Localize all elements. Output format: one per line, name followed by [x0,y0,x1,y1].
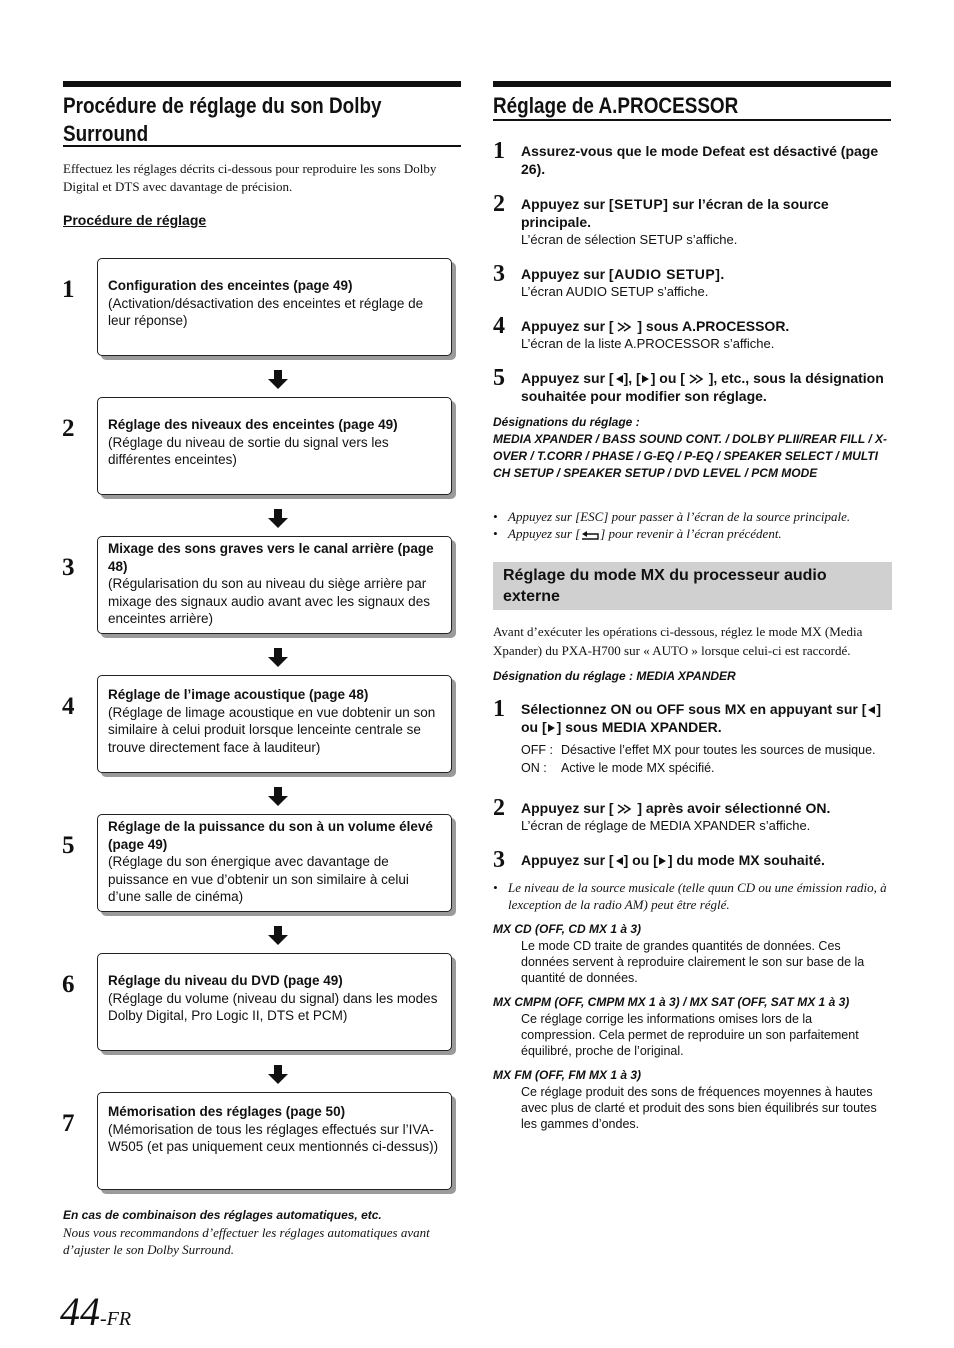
text: Appuyez sur [521,370,609,386]
audio-setup-key: [AUDIO SETUP] [608,266,721,282]
step-title: Configuration des enceintes (page 49) [108,278,353,293]
step-number: 1 [493,696,505,722]
text: Appuyez sur [521,852,609,868]
procedure-step-2 [97,397,452,495]
mx-cd-body: Le mode CD traite de grandes quantités de données. Ces données servent à reproduire clairement le son sur base de la quantité de données. [521,939,865,985]
text: ou [521,719,542,735]
text: Appuyez sur [521,266,609,282]
mx-cmpm-heading: MX CMPM (OFF, CMPM MX 1 à 3) / MX SAT (OFF, SAT MX 1 à 3) [493,995,850,1009]
option-on [521,760,893,776]
step-desc: (Réglage du son énergique avec davantage de puissance en vue d’obtenir un son similaire à celui d’une salle de cinéma) [108,854,409,904]
right-triangle-icon: [ ] [542,719,562,735]
text: sous MEDIA XPANDER. [561,719,722,735]
option-desc: Active le mode MX spécifié. [561,761,715,775]
text: Appuyez sur [521,196,609,212]
bullet-icon: • [493,509,498,524]
procedure-step-6 [97,953,452,1051]
step-desc: (Réglage du niveau de sortie du signal vers les différentes enceintes) [108,434,389,467]
procedure-step-1 [97,258,452,356]
option-desc: Désactive l’effet MX pour toutes les sources de musique. [561,743,876,757]
text: , [628,370,637,386]
step-title [521,265,893,283]
procedure-step-5 [97,814,452,912]
left-triangle-icon: [ ] [861,701,882,717]
bullet-icon: • [493,526,498,541]
left-intro: Effectuez les réglages décrits ci-dessous pour reproduire les sons Dolby Digital et DTS avec davantage de précision. [63,161,437,194]
step-number: 3 [493,847,505,873]
text: , etc., sous la désignation souhaitée pour modifier son réglage. [521,370,884,404]
mx-fm-body: Ce réglage produit des sons de fréquences moyennes à hautes avec plus de clarté et produit des sons bien équilibrés sur toutes les gammes d’ondes. [521,1085,877,1131]
step-title [521,317,893,335]
bullet-icon: • [493,880,498,895]
step-desc: L’écran de réglage de MEDIA XPANDER s’affiche. [521,818,811,833]
text: Appuyez sur [ESC] pour passer à l’écran de la source principale. [508,509,851,524]
step-title: Réglage des niveaux des enceintes (page 49) [108,417,398,432]
step-title: Réglage de la puissance du son à un volume élevé (page 49) [108,819,433,852]
text: du mode MX souhaité. [672,852,825,868]
right-triangle-icon: [ ] [653,852,673,868]
right-step-2 [493,191,893,249]
mx-cd-heading: MX CD (OFF, CD MX 1 à 3) [493,922,642,936]
auto-note-title: En cas de combinaison des réglages automatiques, etc. [63,1208,382,1222]
double-chevron-right-icon: [ ] [680,370,714,386]
right-step-3 [493,261,893,301]
mx-step-3 [493,847,893,873]
step-number: 3 [493,261,505,287]
right-title [493,81,891,121]
text: Le niveau de la source musicale (telle quun CD ou une émission radio, à lexception de la radio AM) peut être réglé. [508,880,887,912]
left-triangle-icon: [ ] [608,370,629,386]
procedure-step-7 [97,1092,452,1190]
step-title [521,851,893,869]
return-arrow-icon [580,530,600,541]
step-title: Mixage des sons graves vers le canal arrière (page 48) [108,541,434,574]
step-number: 5 [493,365,505,391]
step-title: Réglage du niveau du DVD (page 49) [108,973,343,988]
mx-step-2 [493,795,893,835]
text: Appuyez sur [ [508,526,581,541]
text: ou [628,852,654,868]
left-title-text: Procédure de réglage du son Dolby Surround [63,93,382,146]
down-arrow-icon [268,926,288,946]
procedure-step-3 [97,536,452,634]
down-arrow-icon [268,648,288,668]
step-number-2: 2 [62,415,75,442]
step-number-6: 6 [62,971,75,998]
step-title: Réglage de l’image acoustique (page 48) [108,687,369,702]
text: sous A.PROCESSOR. [642,318,790,334]
text: Appuyez sur [521,318,609,334]
step-title [521,195,893,231]
procedure-subheading: Procédure de réglage [63,212,207,228]
setup-key: [SETUP] [608,196,669,212]
left-title [63,81,461,147]
double-chevron-right-icon: [ ] [608,800,643,816]
double-chevron-right-icon: [ ] [608,318,643,334]
mx-section-heading: Réglage du mode MX du processeur audio externe [493,562,892,610]
step-number: 1 [493,138,505,164]
designations-list: MEDIA XPANDER / BASS SOUND CONT. / DOLBY PLII/REAR FILL / X-OVER / T.CORR / PHASE / G-EQ / P-EQ / SPEAKER SELECT / MULTI CH SETUP / SPEAKER SETUP / DVD LEVEL / PCM MODE [493,432,888,480]
right-title-text: Réglage de A.PROCESSOR [493,93,739,118]
mx-intro: Avant d’exécuter les opérations ci-dessous, réglez le mode MX (Media Xpander) du PXA-H700 sur « AUTO » lorsque celui-ci est raccordé. [493,624,863,658]
procedure-step-4 [97,675,452,773]
text: après avoir sélectionné ON. [642,800,831,816]
step-title [521,799,893,817]
text: sur l’écran de la source principale. [521,196,829,230]
bullet-return [493,525,893,542]
step-desc: (Activation/désactivation des enceintes et réglage de leur réponse) [108,295,424,328]
option-label: OFF : [521,743,553,757]
step-title: Mémorisation des réglages (page 50) [108,1104,346,1119]
step-number-1: 1 [62,276,75,303]
step-number-7: 7 [62,1110,75,1137]
page-lang: -FR [100,1308,132,1330]
step-desc: L’écran AUDIO SETUP s’affiche. [521,284,709,299]
right-step-1 [493,138,893,178]
text: ou [655,370,681,386]
text: Sélectionnez ON ou OFF sous MX en appuyant sur [521,701,862,717]
text: Appuyez sur [521,800,609,816]
step-number-4: 4 [62,693,75,720]
down-arrow-icon [268,509,288,529]
text: . [720,266,725,282]
designations-label: Désignations du réglage : [493,415,640,429]
mx-cmpm-body: Ce réglage corrige les informations omises lors de la compression. Cela permet de reproduire un son parfaitement équilibré, proche de l’original. [521,1012,859,1058]
auto-note-body: Nous vous recommandons d’effectuer les réglages automatiques avant d’ajuster le son Dolby Surround. [63,1225,430,1257]
down-arrow-icon [268,787,288,807]
step-number-3: 3 [62,554,75,581]
step-title: Assurez-vous que le mode Defeat est désactivé (page 26). [521,143,879,177]
text: ] pour revenir à l’écran précédent. [600,526,782,541]
step-title [521,700,893,736]
mx-step-1 [493,696,893,776]
step-desc: (Réglage du volume (niveau du signal) dans les modes Dolby Digital, Pro Logic II, DTS et PCM) [108,990,438,1023]
step-desc: L’écran de la liste A.PROCESSOR s’affiche. [521,336,775,351]
page-number [60,1288,131,1335]
mx-designation: Désignation du réglage : MEDIA XPANDER [493,669,736,683]
mx-fm-heading: MX FM (OFF, FM MX 1 à 3) [493,1068,642,1082]
step-desc: L’écran de sélection SETUP s’affiche. [521,232,738,247]
step-number: 4 [493,313,505,339]
down-arrow-icon [268,1065,288,1085]
step-title [521,369,893,405]
step-desc: (Mémorisation de tous les réglages effectués sur l’IVA-W505 (et pas uniquement ceux mentionnés ci-dessus)) [108,1121,439,1154]
left-triangle-icon: [ ] [608,852,629,868]
right-step-4 [493,313,893,353]
right-step-5 [493,365,893,405]
option-label: ON : [521,761,547,775]
down-arrow-icon [268,370,288,390]
step-number-5: 5 [62,832,75,859]
step-desc: (Réglage de limage acoustique en vue dobtenir un son similaire à celui produit lorsque lenceinte centrale se trouve directement face à lauditeur) [108,704,436,755]
step-desc: (Régularisation du son au niveau du siège arrière par mixage des signaux audio avant avec les signaux des enceintes arrière) [108,576,430,626]
page-number-value: 44 [60,1289,100,1334]
bullet-esc [493,508,893,525]
bullet-source-level [493,879,891,913]
right-triangle-icon: [ ] [636,370,656,386]
option-off [521,742,893,758]
step-number: 2 [493,191,505,217]
step-number: 2 [493,795,505,821]
